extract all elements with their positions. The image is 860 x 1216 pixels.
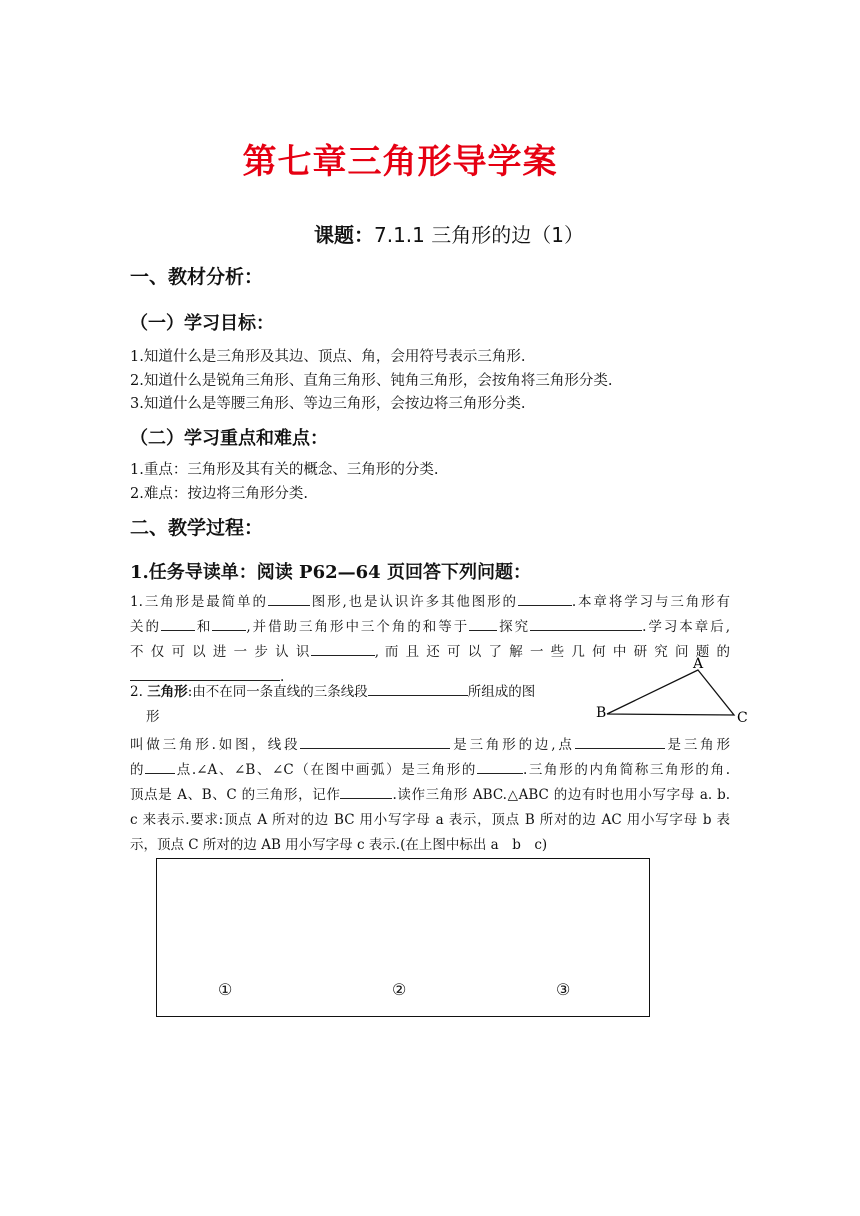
answer-blank[interactable]: [340, 784, 392, 799]
q1-text: .学习本章后,: [642, 619, 731, 635]
q2-text: 是三角形的边,点: [450, 737, 575, 753]
vertex-label-a: A: [693, 656, 704, 672]
answer-blank[interactable]: [300, 734, 450, 749]
q2-text: :由不在同一条直线的三条线段: [187, 684, 368, 700]
q2-text: 所组成的图: [467, 684, 536, 700]
answer-blank[interactable]: [212, 616, 246, 631]
q1-text: 探究: [497, 619, 531, 635]
q1-text: ,并借助三角形中三个角的和等于: [246, 619, 470, 635]
q1-text: 1.三角形是最简单的: [130, 594, 268, 610]
triangle-abc: [607, 670, 734, 715]
answer-blank[interactable]: [575, 734, 665, 749]
question-2-body: [130, 733, 730, 858]
subject-label: 课题：: [314, 223, 374, 247]
q2-text: .三角形的内角简称三角形的角.: [522, 762, 730, 778]
lesson-subject: [314, 219, 584, 248]
answer-blank[interactable]: [130, 666, 280, 681]
answer-blank[interactable]: [469, 616, 497, 631]
vertex-label-b: B: [596, 705, 607, 721]
q2-text: c 来表示.要求:顶点 A 所对的边 BC 用小写字母 a 表示，顶点 B 所对的边 AC 用小写字母 b 表: [130, 812, 730, 828]
answer-blank[interactable]: [145, 759, 175, 774]
answer-blank[interactable]: [477, 759, 523, 774]
q1-text: , 而 且 还 可 以 了 解 一 些 几 何 中 研 究 问 题 的: [374, 644, 730, 660]
q1-text: .本章将学习与三角形有: [571, 594, 730, 610]
q2-number: 2.: [130, 684, 143, 700]
figure-label-2: ②: [392, 980, 407, 999]
figure-label-3: ③: [556, 980, 571, 999]
answer-blank[interactable]: [368, 681, 468, 696]
q2-text: 点.∠A、∠B、∠C（在图中画弧）是三角形的: [175, 762, 477, 778]
key-points-heading: （二）学习重点和难点：: [130, 428, 328, 449]
q2-text: 示，顶点 C 所对的边 AB 用小写字母 c 表示.(在上图中标出 a b c): [130, 837, 548, 853]
answer-blank[interactable]: [311, 641, 375, 656]
vertex-label-c: C: [737, 710, 748, 726]
q2-text: 顶点是 A、B、C 的三角形，记作: [130, 787, 341, 803]
answer-blank[interactable]: [530, 616, 642, 631]
answer-blank[interactable]: [268, 591, 310, 606]
section-heading-process: 二、教学过程：: [130, 517, 264, 539]
q1-text: 不 仅 可 以 进 一 步 认 识: [130, 644, 311, 660]
q2-text: 叫做三角形.如图，线段: [130, 737, 301, 753]
subject-code: 7.1.1 三角形的边（1）: [374, 223, 584, 247]
q1-text: 和: [194, 619, 213, 635]
question-2-intro: [130, 680, 600, 730]
triangle-abc-figure: [592, 655, 752, 730]
q2-text: 是三角形: [664, 737, 731, 753]
q2-text: 形: [146, 709, 160, 725]
q2-text: 的: [130, 762, 146, 778]
goal-item: 1.知道什么是三角形及其边、顶点、角，会用符号表示三角形.: [130, 349, 526, 365]
q1-text: 图形,也是认识许多其他图形的: [309, 594, 518, 610]
figure-label-1: ①: [218, 980, 233, 999]
key-point-item: 1.重点：三角形及其有关的概念、三角形的分类.: [130, 462, 439, 478]
goals-heading: （一）学习目标：: [130, 313, 274, 334]
q1-text: 关的: [130, 619, 161, 635]
q2-term: 三角形: [147, 684, 188, 700]
section-heading-analysis: 一、教材分析：: [130, 266, 264, 288]
goal-item: 2.知道什么是锐角三角形、直角三角形、钝角三角形，会按角将三角形分类.: [130, 373, 613, 389]
q1-text: .: [280, 669, 285, 685]
q2-text: .读作三角形 ABC.△ABC 的边有时也用小写字母 a. b.: [392, 787, 731, 803]
goal-item: 3.知道什么是等腰三角形、等边三角形，会按边将三角形分类.: [130, 396, 526, 412]
answer-blank[interactable]: [518, 591, 572, 606]
task-reading-heading: 1.任务导读单：阅读 P62—64 页回答下列问题：: [130, 562, 531, 583]
document-title: 第七章三角形导学案: [242, 142, 558, 182]
answer-blank[interactable]: [161, 616, 195, 631]
key-point-item: 2.难点：按边将三角形分类.: [130, 486, 308, 502]
